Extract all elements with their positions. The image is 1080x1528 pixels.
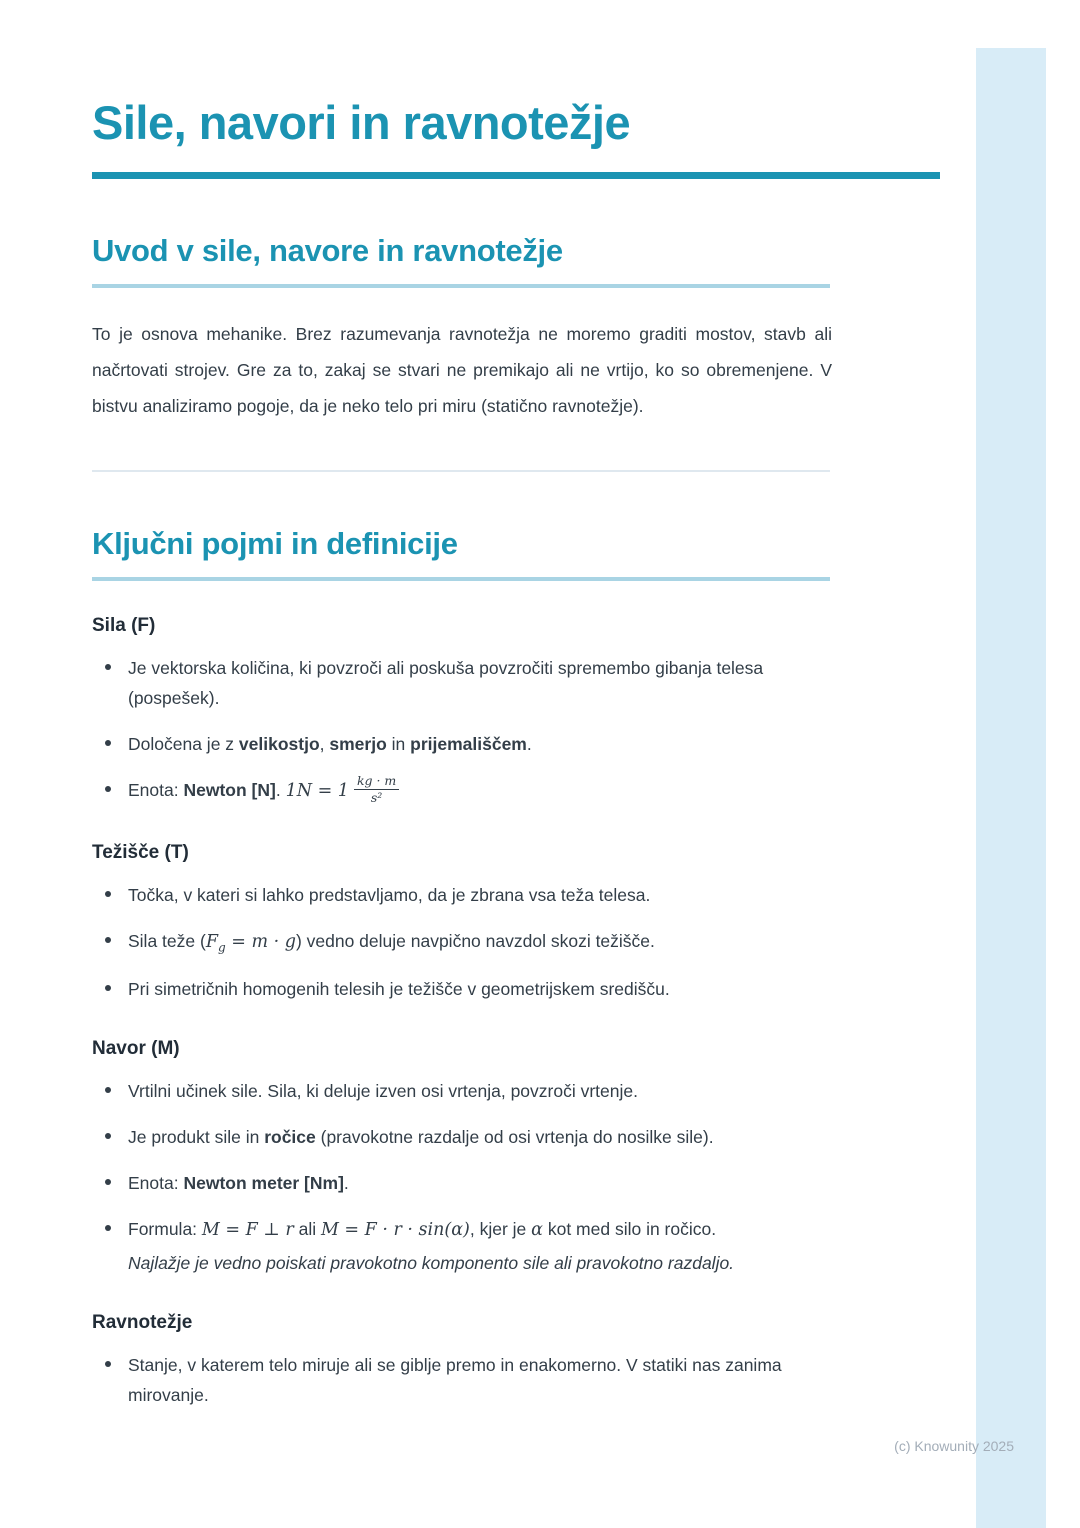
list-item <box>92 880 832 910</box>
bullet-list-navor <box>92 1076 832 1277</box>
formula-text: = m · g <box>225 931 296 952</box>
bullet-text: . <box>343 1173 349 1194</box>
bullet-text-bold: smerjo <box>329 734 387 755</box>
list-item <box>92 1076 832 1106</box>
section-underline-concepts <box>92 577 830 581</box>
bullet-text: (pravokotne razdalje od osi vrtenja do nosilke sile). <box>315 1127 714 1148</box>
list-item <box>92 1214 832 1277</box>
gravity-force-formula <box>205 931 296 955</box>
list-item <box>92 1350 832 1410</box>
alpha-symbol: α <box>531 1220 543 1241</box>
concept-group-tezisce <box>92 842 832 1004</box>
newton-unit-formula <box>285 773 400 806</box>
list-item <box>92 1168 832 1198</box>
bullet-text: Enota: <box>128 780 184 801</box>
formula-hint-note: Najlažje je vedno poiskati pravokotno komponento sile ali pravokotno razdaljo. <box>128 1252 735 1273</box>
bullet-text: , kjer je <box>469 1219 532 1240</box>
bullet-text: ) vedno deluje navpično navzdol skozi težišče. <box>295 930 655 951</box>
bullet-text: . <box>526 734 532 755</box>
bullet-text: Vrtilni učinek sile. Sila, ki deluje izven osi vrtenja, povzroči vrtenje. <box>128 1081 638 1102</box>
bullet-text: . <box>275 780 286 801</box>
formula-subscript: g <box>217 940 226 955</box>
bullet-text: in <box>386 734 411 755</box>
bullet-list-ravnotezje <box>92 1350 832 1410</box>
formula-text: F <box>205 931 218 952</box>
list-item <box>92 926 832 958</box>
fraction-denominator: s² <box>370 790 383 806</box>
list-item <box>92 1122 832 1152</box>
list-item <box>92 653 832 713</box>
bullet-text-bold: prijemališčem <box>410 734 527 755</box>
bullet-text-bold: Newton [N] <box>183 780 276 801</box>
bullet-text: Stanje, v katerem telo miruje ali se giblje premo in enakomerno. V statiki nas zanima mirovanje. <box>128 1354 782 1405</box>
bullet-text: ali <box>293 1219 321 1240</box>
list-item <box>92 775 832 807</box>
concept-group-navor <box>92 1038 832 1277</box>
concept-group-ravnotezje <box>92 1312 832 1410</box>
bullet-text: Določena je z <box>128 734 239 755</box>
bullet-text: Pri simetričnih homogenih telesih je težišče v geometrijskem središču. <box>128 979 670 1000</box>
torque-formula-sine: M = F · r · sin(α) <box>320 1220 470 1241</box>
side-stripe <box>976 48 1046 1528</box>
section-underline-intro <box>92 284 830 288</box>
bullet-text: Formula: <box>128 1219 202 1240</box>
page-content <box>92 0 832 1410</box>
bullet-text: , <box>319 734 330 755</box>
copyright-note: (c) Knowunity 2025 <box>894 1438 1014 1454</box>
bullet-text: Je vektorska količina, ki povzroči ali poskuša povzročiti spremembo gibanja telesa (pospešek). <box>128 658 764 709</box>
bullet-text: Je produkt sile in <box>128 1127 265 1148</box>
bullet-list-sila <box>92 653 832 808</box>
section-divider <box>92 470 830 472</box>
list-item <box>92 729 832 759</box>
subheading-tezisce: Težišče (T) <box>92 841 189 863</box>
section-heading-intro: Uvod v sile, navore in ravnotežje <box>92 233 563 269</box>
bullet-text-bold: velikostjo <box>238 734 320 755</box>
title-underline <box>92 172 940 179</box>
intro-paragraph: To je osnova mehanike. Brez razumevanja ravnotežja ne moremo graditi mostov, stavb ali načrtovati strojev. Gre za to, zakaj se stvari ne premikajo ali ne vrtijo, ko so obremenjene. V bistvu analiziramo pogoje, da je neko telo pri miru (statično ravnotežje). <box>92 324 832 417</box>
subheading-sila: Sila (F) <box>92 615 156 637</box>
section-heading-concepts: Ključni pojmi in definicije <box>92 526 458 562</box>
formula-text: 1N = 1 <box>285 781 349 802</box>
list-item <box>92 974 832 1004</box>
torque-formula-perpendicular: M = F ⊥ r <box>201 1220 294 1241</box>
bullet-text: kot med silo in ročico. <box>542 1219 717 1240</box>
subheading-ravnotezje: Ravnotežje <box>92 1311 193 1333</box>
fraction-numerator: kg · m <box>354 774 399 790</box>
page-title: Sile, navori in ravnotežje <box>92 96 631 149</box>
concept-group-sila <box>92 615 832 808</box>
bullet-text-bold: ročice <box>264 1127 316 1148</box>
bullet-text-bold: Newton meter [Nm] <box>183 1173 344 1194</box>
bullet-text: Enota: <box>128 1173 184 1194</box>
bullet-text: Točka, v kateri si lahko predstavljamo, da je zbrana vsa teža telesa. <box>128 884 651 905</box>
fraction <box>354 774 399 806</box>
bullet-text: Sila teže ( <box>128 930 206 951</box>
subheading-navor: Navor (M) <box>92 1038 180 1060</box>
bullet-list-tezisce <box>92 880 832 1004</box>
